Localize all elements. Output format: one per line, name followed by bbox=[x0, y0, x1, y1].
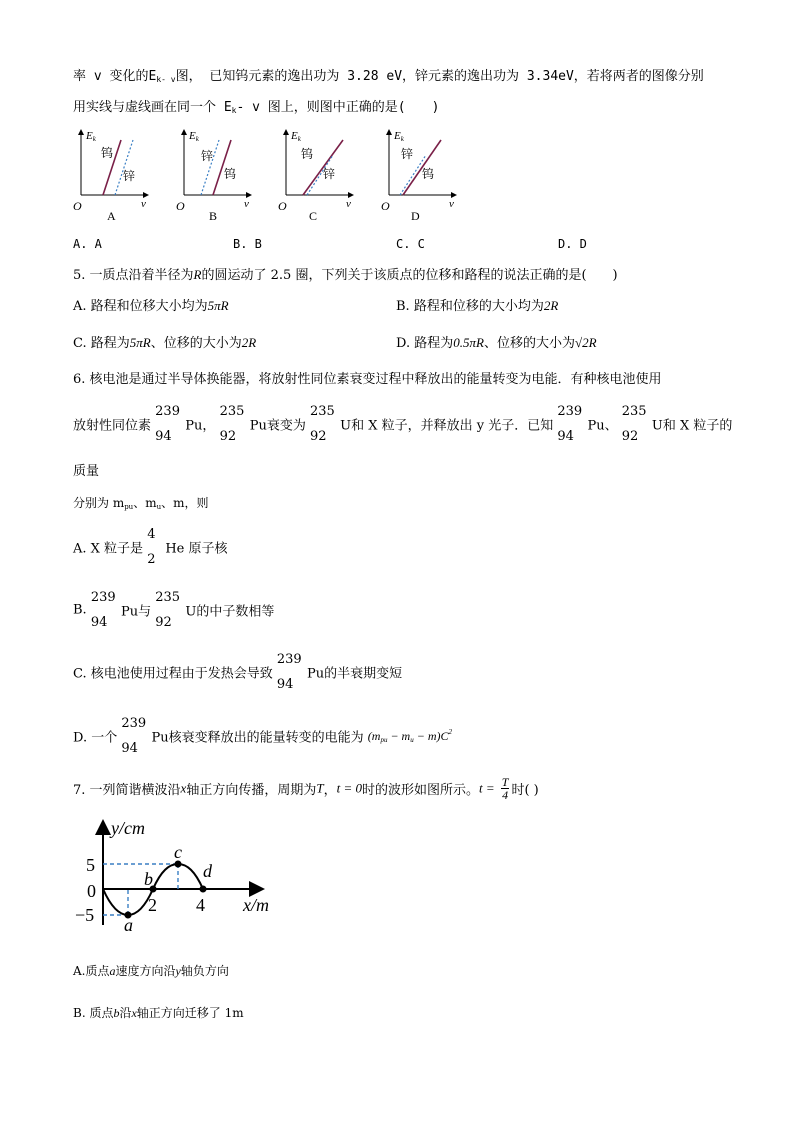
svg-text:v: v bbox=[141, 198, 146, 210]
q4-graphs bbox=[70, 125, 470, 230]
svg-text:c: c bbox=[174, 842, 182, 862]
svg-text:O: O bbox=[73, 199, 82, 213]
q6-option-c[interactable]: C. 核电池使用过程由于发热会导致 239 94 Pu的半衰期变短 bbox=[73, 652, 403, 692]
svg-text:O: O bbox=[381, 199, 390, 213]
svg-text:y/cm: y/cm bbox=[111, 818, 145, 838]
q4-option-d[interactable]: D. D bbox=[558, 237, 587, 251]
svg-text:5: 5 bbox=[86, 855, 95, 875]
svg-text:0: 0 bbox=[87, 881, 96, 901]
q5-option-d[interactable]: D. 路程为0.5πR、位移的大小为√2R bbox=[396, 335, 597, 351]
svg-text:2: 2 bbox=[148, 895, 157, 915]
svg-text:v: v bbox=[346, 198, 351, 210]
graph-c bbox=[278, 130, 353, 223]
svg-text:锌: 锌 bbox=[123, 169, 136, 183]
svg-text:锌: 锌 bbox=[323, 167, 336, 181]
svg-text:x/m: x/m bbox=[243, 895, 269, 915]
svg-text:b: b bbox=[144, 869, 153, 889]
graph-b bbox=[176, 130, 251, 223]
q5-option-c[interactable]: C. 路程为5πR、位移的大小为2R bbox=[73, 335, 257, 351]
svg-text:钨: 钨 bbox=[224, 167, 237, 181]
svg-text:O: O bbox=[176, 199, 185, 213]
q5-option-a[interactable]: A. 路程和位移大小均为5πR bbox=[73, 298, 229, 314]
q4-option-a[interactable]: A. A bbox=[73, 237, 102, 251]
svg-text:锌: 锌 bbox=[401, 147, 414, 161]
svg-text:钨: 钨 bbox=[301, 147, 314, 161]
q6-option-a[interactable]: A. X 粒子是 4 2 He 原子核 bbox=[73, 527, 228, 567]
svg-text:Ek: Ek bbox=[394, 130, 404, 143]
svg-text:Ek: Ek bbox=[291, 130, 301, 143]
q7-option-a[interactable]: A.质点a速度方向沿y轴负方向 bbox=[73, 964, 229, 978]
q4-line1: 率 v 变化的Ek- v图， 已知钨元素的逸出功为 3.28 eV，锌元素的逸出功为 3.34eV，若将两者的图像分别 bbox=[73, 69, 704, 84]
q4-option-b[interactable]: B. B bbox=[233, 237, 262, 251]
q7-option-b[interactable]: B. 质点b沿x轴正方向迁移了 1m bbox=[73, 1006, 244, 1020]
q5-stem: 5. 一质点沿着半径为R的圆运动了 2.5 圈，下列关于该质点的位移和路程的说法正确的是( ) bbox=[73, 267, 618, 283]
q6-line3: 质量 bbox=[73, 464, 100, 479]
graph-d bbox=[381, 130, 456, 223]
graph-a bbox=[73, 130, 148, 223]
q4-option-c[interactable]: C. C bbox=[396, 237, 425, 251]
svg-text:C: C bbox=[309, 209, 318, 223]
svg-text:Ek: Ek bbox=[189, 130, 199, 143]
svg-text:4: 4 bbox=[196, 895, 205, 915]
svg-text:D: D bbox=[411, 209, 420, 223]
svg-text:B: B bbox=[209, 209, 218, 223]
q6-line2: 放射性同位素 239 94 Pu， 235 92 Pu衰变为 235 92 U和 X 粒子，并释放出 y 光子．已知 239 94 Pu、 235 92 U和 X 粒子的 bbox=[73, 404, 733, 444]
svg-text:钨: 钨 bbox=[101, 146, 114, 160]
q7-wave-graph bbox=[75, 815, 275, 940]
q7-stem: 7. 一列简谐横波沿x轴正方向传播，周期为T，t = 0时的波形如图所示。t = $\frac{T}{4}$ 时( ) bbox=[73, 775, 539, 802]
svg-text:A: A bbox=[107, 209, 116, 223]
svg-text:−5: −5 bbox=[75, 905, 95, 925]
svg-text:v: v bbox=[244, 198, 249, 210]
svg-text:O: O bbox=[278, 199, 287, 213]
q6-option-d[interactable]: D. 一个 239 94 Pu核衰变释放出的能量转变的电能为 (mpu − mu − $m)C^2$ bbox=[73, 716, 452, 756]
svg-text:a: a bbox=[124, 915, 133, 935]
q5-option-b[interactable]: B. 路程和位移的大小均为2R bbox=[396, 298, 559, 314]
svg-text:v: v bbox=[449, 198, 454, 210]
svg-text:d: d bbox=[203, 861, 212, 881]
q6-option-b[interactable]: B. 239 94 Pu与 235 92 U的中子数相等 bbox=[73, 590, 275, 630]
q6-line1: 6. 核电池是通过半导体换能器，将放射性同位素衰变过程中释放出的能量转变为电能．有种核电池使用 bbox=[73, 372, 662, 387]
q6-line4: 分别为 mpu、mu、m，则 bbox=[73, 496, 209, 511]
q4-line2: 用实线与虚线画在同一个 Ek- v 图上，则图中正确的是( ) bbox=[73, 100, 440, 115]
svg-text:钨: 钨 bbox=[422, 167, 435, 181]
svg-text:Ek: Ek bbox=[86, 130, 96, 143]
svg-text:锌: 锌 bbox=[201, 149, 214, 163]
